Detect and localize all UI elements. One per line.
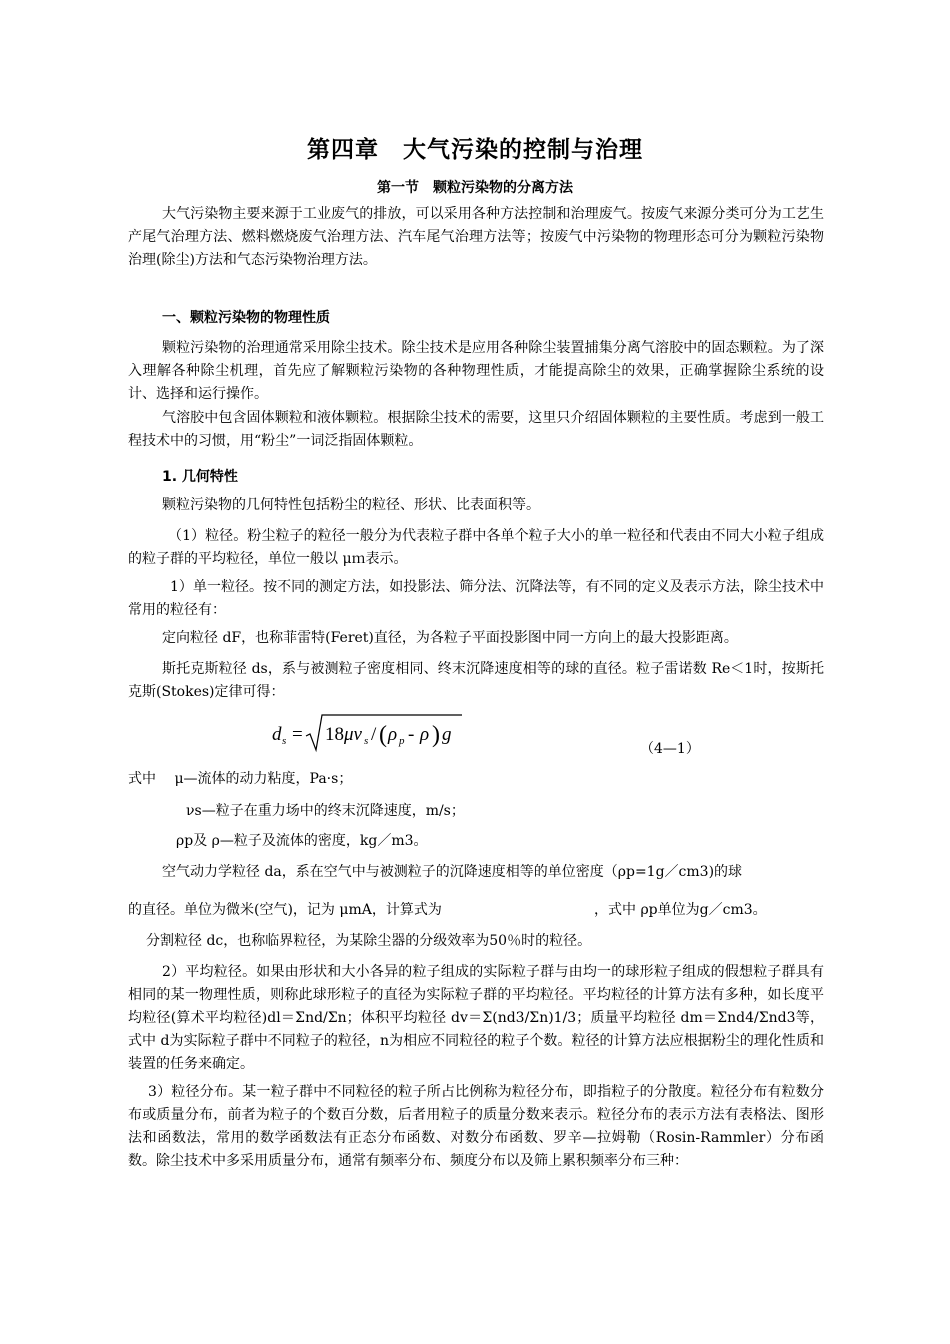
paragraph-mean-size: 2）平均粒径。如果由形状和大小各异的粒子组成的实际粒子群与由均一的球形粒子组成的假想粒子群具有相同的某一物理性质，则称此球形粒子的直径为实际粒子群的平均粒径。平均粒径的计算方法有多种，如长度平均粒径(算术平均粒径)dl＝Σnd/Σn；体积平均粒径 dv＝Σ(nd3/Σn)1/3；质量平均粒径 dm＝Σnd4/Σnd3等，式中 d为实际粒子群中不同粒子的粒径，n为相应不同粒径的粒子个数。粒径的计算方法应根据粉尘的理化性质和装置的任务来确定。 bbox=[128, 964, 824, 1072]
paragraph-cut-size: 分割粒径 dc，也称临界粒径，为某除尘器的分级效率为50％时的粒径。 bbox=[146, 933, 592, 949]
paragraph-aerodynamic-2: 的直径。单位为微米(空气)，记为 μmA，计算式为 bbox=[128, 902, 442, 918]
svg-text:(: ( bbox=[379, 722, 387, 748]
section-title: 第一节 颗粒污染物的分离方法 bbox=[377, 180, 573, 196]
svg-text:ρ: ρ bbox=[420, 724, 430, 745]
paragraph-feret: 定向粒径 dF，也称菲雷特(Feret)直径，为各粒子平面投影图中同一方向上的最大投影距离。 bbox=[162, 630, 738, 646]
paragraph-dust-removal: 颗粒污染物的治理通常采用除尘技术。除尘技术是应用各种除尘装置捕集分离气溶胶中的固态颗粒。为了深入理解各种除尘机理，首先应了解颗粒污染物的各种物理性质，才能提高除尘的效果，正确掌握除尘系统的设计、选择和运行操作。 bbox=[128, 340, 824, 402]
paragraph-single-size: 1）单一粒径。按不同的测定方法，如投影法、筛分法、沉降法等，有不同的定义及表示方法，除尘技术中常用的粒径有： bbox=[128, 579, 824, 618]
intro-paragraph: 大气污染物主要来源于工业废气的排放，可以采用各种方法控制和治理废气。按废气来源分类可分为工艺生产尾气治理方法、燃料燃烧废气治理方法、汽车尾气治理方法等；按废气中污染物的物理形态可分为颗粒污染物治理(除尘)方法和气态污染物治理方法。 bbox=[128, 206, 824, 268]
svg-text:): ) bbox=[432, 722, 440, 748]
svg-text:μν: μν bbox=[344, 724, 362, 745]
paragraph-aerodynamic-3: ，式中 ρp单位为g／cm3。 bbox=[594, 902, 767, 918]
stokes-formula bbox=[272, 710, 472, 754]
svg-text:d: d bbox=[272, 724, 282, 745]
svg-text:s: s bbox=[364, 735, 369, 747]
svg-text:p: p bbox=[399, 735, 405, 747]
heading-physical-properties: 一、颗粒污染物的物理性质 bbox=[162, 310, 330, 326]
paragraph-geometric: 颗粒污染物的几何特性包括粉尘的粒径、形状、比表面积等。 bbox=[162, 497, 540, 513]
svg-text:18: 18 bbox=[325, 724, 344, 745]
equation-number: （4—1） bbox=[640, 741, 700, 757]
svg-text:=: = bbox=[292, 724, 303, 745]
heading-geometric: 1. 几何特性 bbox=[162, 469, 238, 485]
where-vs: νs—粒子在重力场中的终末沉降速度，m/s； bbox=[186, 803, 465, 819]
paragraph-aerodynamic-1: 空气动力学粒径 da，系在空气中与被测粒子的沉降速度相等的单位密度（ρp=1g／cm3)的球 bbox=[162, 864, 743, 880]
svg-text:ρ: ρ bbox=[388, 724, 398, 745]
paragraph-size-distribution: 3）粒径分布。某一粒子群中不同粒径的粒子所占比例称为粒径分布，即指粒子的分散度。粒径分布有粒数分布或质量分布，前者为粒子的个数百分数，后者用粒子的质量分数来表示。粒径分布的表示方法有表格法、图形法和函数法，常用的数学函数法有正态分布函数、对数分布函数、罗辛—拉姆勒（Rosin-Rammler）分布函数。除尘技术中多采用质量分布，通常有频率分布、频度分布以及筛上累积频率分布三种： bbox=[128, 1084, 824, 1169]
svg-text:-: - bbox=[408, 724, 415, 745]
svg-text:s: s bbox=[282, 735, 287, 747]
svg-text:/: / bbox=[371, 724, 377, 745]
where-mu: 式中 μ—流体的动力粘度，Pa·s； bbox=[128, 771, 353, 787]
paragraph-aerosol: 气溶胶中包含固体颗粒和液体颗粒。根据除尘技术的需要，这里只介绍固体颗粒的主要性质。考虑到一般工程技术中的习惯，用“粉尘”一词泛指固体颗粒。 bbox=[128, 410, 824, 449]
paragraph-stokes: 斯托克斯粒径 ds，系与被测粒子密度相同、终末沉降速度相等的球的直径。粒子雷诺数 Re＜1时，按斯托克斯(Stokes)定律可得： bbox=[128, 661, 824, 700]
svg-text:g: g bbox=[442, 724, 452, 745]
where-rho: ρp及 ρ—粒子及流体的密度，kg／m3。 bbox=[176, 833, 428, 849]
chapter-title: 第四章 大气污染的控制与治理 bbox=[307, 137, 643, 163]
paragraph-particle-size: （1）粒径。粉尘粒子的粒径一般分为代表粒子群中各单个粒子大小的单一粒径和代表由不同大小粒子组成的粒子群的平均粒径，单位一般以 μｍ表示。 bbox=[128, 528, 824, 567]
